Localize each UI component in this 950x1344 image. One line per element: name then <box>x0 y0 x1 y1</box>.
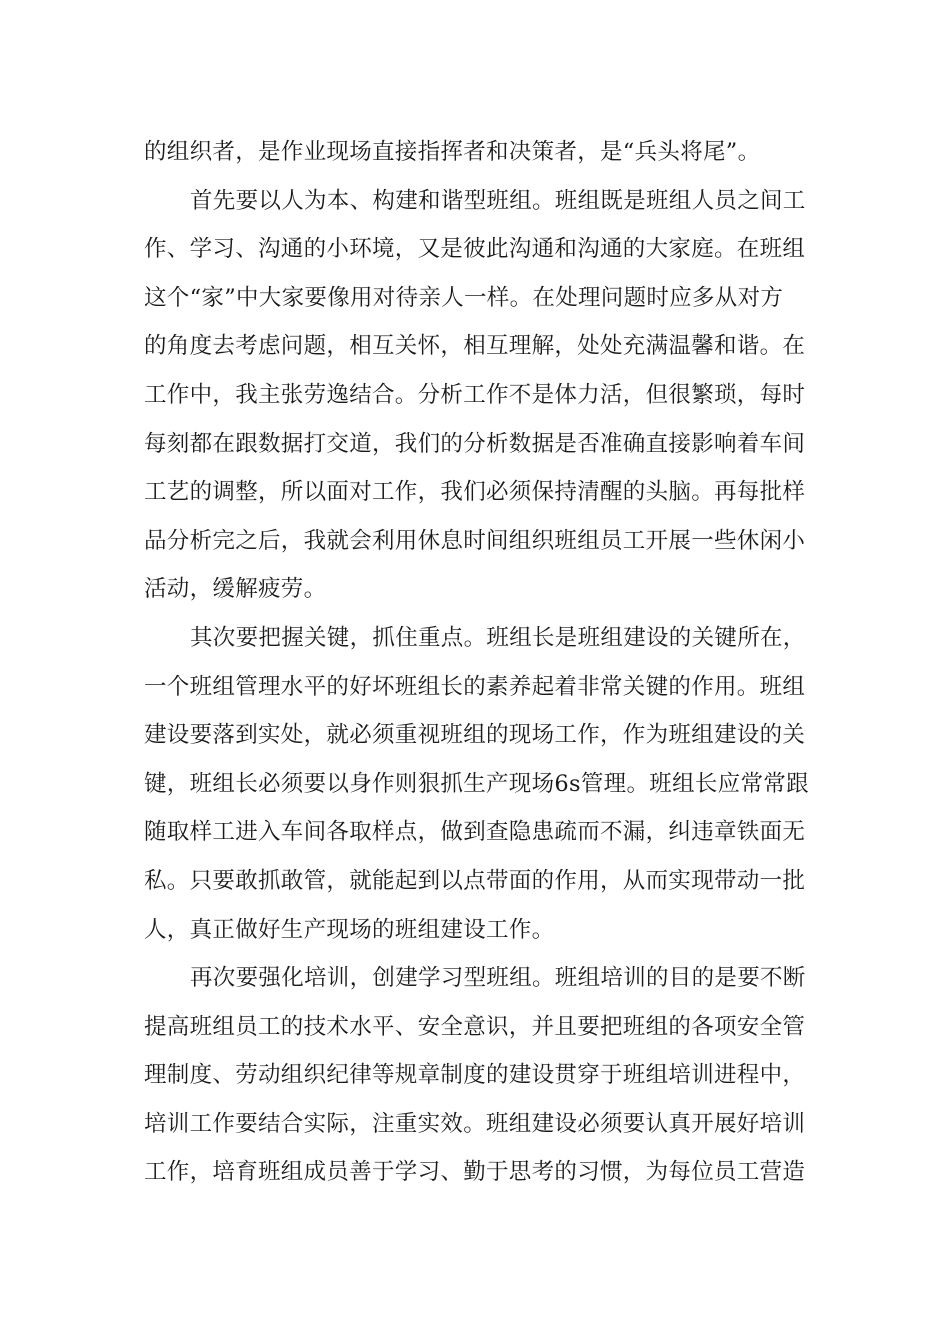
text-line: 键，班组长必须要以身作则狠抓生产现场6s管理。班组长应常常跟 <box>144 770 809 797</box>
text-line: 一个班组管理水平的好坏班组长的素养起着非常关键的作用。班组 <box>144 673 806 700</box>
paragraph-first-line: 其次要把握关键，抓住重点。班组长是班组建设的关键所在， <box>190 624 806 651</box>
text-line: 建设要落到实处，就必须重视班组的现场工作，作为班组建设的关 <box>144 722 806 749</box>
text-line: 每刻都在跟数据打交道，我们的分析数据是否准确直接影响着车间 <box>144 430 806 457</box>
text-line: 私。只要敢抓敢管，就能起到以点带面的作用，从而实现带动一批 <box>144 867 806 894</box>
text-line: 理制度、劳动组织纪律等规章制度的建设贯穿于班组培训进程中， <box>144 1062 806 1089</box>
text-line: 活动，缓解疲劳。 <box>144 576 327 603</box>
paragraph-first-line: 再次要强化培训，创建学习型班组。班组培训的目的是要不断 <box>190 965 806 992</box>
text-line: 这个“家”中大家要像用对待亲人一样。在处理问题时应多从对方 <box>144 284 784 311</box>
text-line: 人，真正做好生产现场的班组建设工作。 <box>144 916 555 943</box>
text-line: 培训工作要结合实际，注重实效。班组建设必须要认真开展好培训 <box>144 1110 806 1137</box>
paragraph-first-line: 首先要以人为本、构建和谐型班组。班组既是班组人员之间工 <box>190 187 806 214</box>
text-line: 作、学习、沟通的小环境，又是彼此沟通和沟通的大家庭。在班组 <box>144 236 806 263</box>
text-line: 品分析完之后，我就会利用休息时间组织班组员工开展一些休闲小 <box>144 527 806 554</box>
text-line: 工艺的调整，所以面对工作，我们必须保持清醒的头脑。再每批样 <box>144 479 806 506</box>
text-line: 工作中，我主张劳逸结合。分析工作不是体力活，但很繁琐，每时 <box>144 381 806 408</box>
text-line: 的组织者，是作业现场直接指挥者和决策者，是“兵头将尾”。 <box>144 139 761 165</box>
text-line: 随取样工进入车间各取样点，做到查隐患疏而不漏，纠违章铁面无 <box>144 819 806 846</box>
document-body <box>144 128 810 1197</box>
text-line: 工作，培育班组成员善于学习、勤于思考的习惯，为每位员工营造 <box>144 1159 806 1186</box>
text-line: 的角度去考虑问题，相互关怀，相互理解，处处充满温馨和谐。在 <box>144 333 806 360</box>
text-line: 提高班组员工的技术水平、安全意识，并且要把班组的各项安全管 <box>144 1013 806 1040</box>
